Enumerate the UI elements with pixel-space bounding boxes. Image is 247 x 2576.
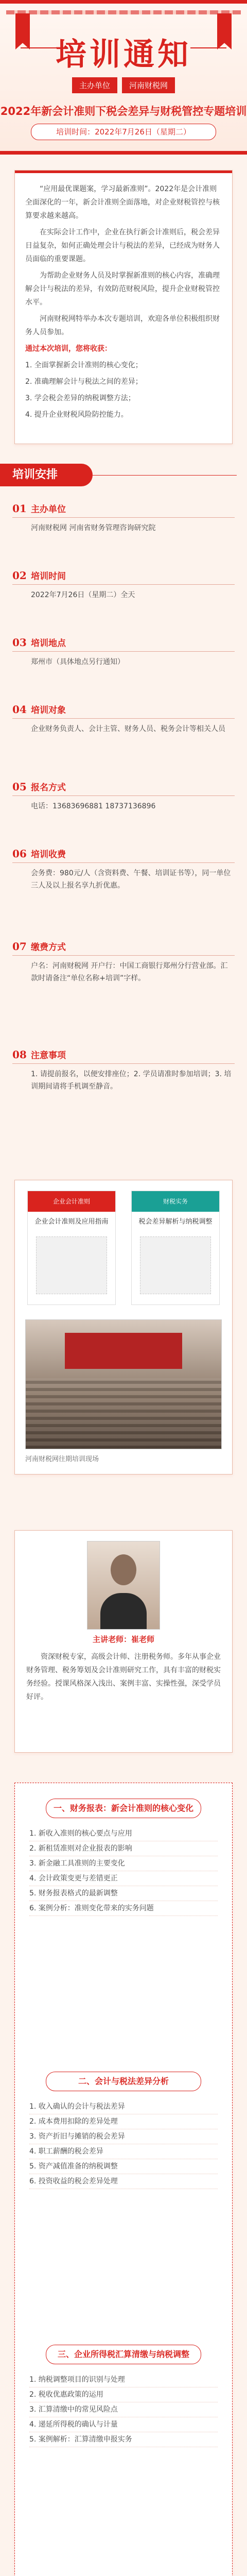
outline-item: 4. 职工薪酬的税会差异 — [29, 2144, 218, 2159]
materials-card — [14, 1180, 233, 1475]
item-number: 06 — [12, 848, 27, 860]
outline-item: 3. 新金融工具准则的主要变化 — [29, 1856, 218, 1871]
teacher-body — [100, 1593, 147, 1629]
outline-card — [14, 1783, 233, 2576]
item-title: 报名方式 — [31, 783, 66, 793]
arrangement-item — [12, 778, 235, 812]
section-divider — [93, 475, 237, 476]
page-title: 培训通知 — [56, 37, 191, 73]
book-band: 企业会计准则 — [28, 1191, 115, 1212]
top-stripe — [0, 0, 247, 4]
book-illustration — [36, 1236, 107, 1294]
arrangement-item — [12, 701, 235, 735]
item-body: 郑州市（具体地点另行通知） — [31, 658, 125, 666]
outline-item: 3. 资产折旧与摊销的税会差异 — [29, 2129, 218, 2144]
item-body: 河南财税网 河南省财务管理咨询研究院 — [31, 524, 156, 532]
item-title: 主办单位 — [31, 504, 66, 515]
outline-item: 4. 会计政策变更与差错更正 — [29, 1871, 218, 1886]
outline-item: 6. 案例分析：准则变化带来的实务问题 — [29, 1901, 218, 1916]
outline-list — [29, 2372, 218, 2447]
item-body: 1. 请提前报名，以便安排座位；2. 学员请准时参加培训；3. 培训期间请将手机调至静音。 — [31, 1070, 232, 1091]
outline-item: 5. 案例解析：汇算清缴申报实务 — [29, 2432, 218, 2447]
arrangement-item — [12, 845, 235, 892]
teacher-card — [14, 1530, 233, 1753]
arrangement-item — [12, 1046, 235, 1093]
outline-item: 1. 新收入准则的核心要点与应用 — [29, 1826, 218, 1841]
item-body: 2022年7月26日（星期二）全天 — [31, 591, 135, 599]
intro-list-item: 2. 准确理解会计与税法之间的差异； — [25, 378, 143, 386]
intro-paragraph: 河南财税网特举办本次专题培训，欢迎各单位积极组织财务人员参加。 — [25, 315, 220, 336]
outline-item: 1. 收入确认的会计与税法差异 — [29, 2099, 218, 2114]
item-title: 培训收费 — [31, 850, 66, 860]
item-title: 缴费方式 — [31, 942, 66, 953]
outline-item: 5. 财务报表格式的最新调整 — [29, 1886, 218, 1901]
item-body: 会务费：980元/人（含资料费、午餐、培训证书等），同一单位三人及以上报名享九折优惠。 — [31, 869, 231, 890]
book-title: 企业会计准则及应用指南 — [34, 1218, 109, 1226]
item-body: 电话：13683696881 18737136896 — [31, 802, 156, 810]
photo-caption: 河南财税网往期培训现场 — [25, 1455, 99, 1463]
header-tag: 主办单位 — [72, 77, 117, 93]
item-number: 08 — [12, 1048, 27, 1061]
outline-item: 2. 成本费用扣除的差异处理 — [29, 2114, 218, 2129]
item-body: 户名：河南财税网 开户行：中国工商银行郑州分行营业部。汇款时请备注“单位名称+培训”字样。 — [31, 962, 228, 982]
outline-part-title: 一、财务报表：新会计准则的核心变化 — [46, 1799, 201, 1818]
intro-text — [15, 173, 232, 434]
intro-list-item: 1. 全面掌握新会计准则的核心变化； — [25, 361, 143, 369]
intro-list-item: 3. 学会税会差异的纳税调整方法； — [25, 394, 135, 402]
book-illustration — [140, 1236, 211, 1294]
intro-paragraph: “应用最优课题案，学习最新准则”。2022年是会计准则全面深化的一年，新会计准则全面落地，对企业财税管控与核算要求越来越高。 — [25, 185, 220, 220]
book-band: 财税实务 — [132, 1191, 219, 1212]
arrangement-item — [12, 634, 235, 668]
photo-screen — [65, 1333, 182, 1369]
outline-item: 1. 纳税调整项目的识别与处理 — [29, 2372, 218, 2387]
item-body: 企业财务负责人、会计主管、财务人员、税务会计等相关人员 — [31, 725, 225, 733]
book-title: 税会差异解析与纳税调整 — [138, 1218, 213, 1226]
item-title: 培训对象 — [31, 705, 66, 716]
intro-list-title: 通过本次培训，您将收获： — [25, 345, 112, 353]
outline-part-title: 二、会计与税法差异分析 — [46, 2072, 201, 2091]
outline-part-title: 三、企业所得税汇算清缴与纳税调整 — [46, 2345, 201, 2364]
intro-list-item: 4. 提升企业财税风险防控能力。 — [25, 411, 128, 419]
teacher-photo — [87, 1541, 160, 1630]
item-title: 培训时间 — [31, 571, 66, 582]
item-number: 05 — [12, 781, 27, 793]
bottom-stripe — [0, 151, 247, 155]
header-tags — [0, 77, 247, 93]
item-number: 01 — [12, 502, 27, 515]
outline-item: 6. 投资收益的税会差异处理 — [29, 2174, 218, 2189]
book-cover — [27, 1191, 116, 1305]
training-time: 培训时间：2022年7月26日（星期二） — [31, 124, 216, 140]
outline-list — [29, 2099, 218, 2189]
teacher-bio: 资深财税专家，高级会计师、注册税务师。多年从事企业财务管理、税务筹划及会计准则研究工作，具有丰富的财税实务经验。授课风格深入浅出、案例丰富、实操性强，深受学员好评。 — [26, 1653, 221, 1701]
outline-list — [29, 1826, 218, 1916]
section-title: 培训安排 — [0, 464, 93, 486]
intro-paragraph: 在实际会计工作中，企业在执行新会计准则后，税会差异日益复杂，如何正确处理会计与税法的差异，已经成为财务人员面临的重要课题。 — [25, 228, 220, 263]
outline-item: 2. 新租赁准则对企业报表的影响 — [29, 1841, 218, 1856]
arrangement-item — [12, 938, 235, 985]
item-number: 07 — [12, 940, 27, 953]
arrangement-item — [12, 567, 235, 601]
item-number: 02 — [12, 569, 27, 582]
item-number: 04 — [12, 703, 27, 716]
ribbon-decoration — [6, 10, 241, 14]
outline-item: 4. 递延所得税的确认与计量 — [29, 2417, 218, 2432]
outline-item: 3. 汇算清缴中的常见风险点 — [29, 2402, 218, 2417]
outline-item: 2. 税收优惠政策的运用 — [29, 2387, 218, 2402]
training-title: 2022年新会计准则下税会差异与财税管控专题培训 — [0, 105, 247, 117]
header-banner — [0, 0, 247, 155]
photo-audience — [26, 1378, 221, 1449]
item-number: 03 — [12, 636, 27, 649]
teacher-head — [111, 1554, 136, 1585]
arrangement-item — [12, 500, 235, 534]
book-cover — [131, 1191, 220, 1305]
outline-item: 5. 资产减值准备的纳税调整 — [29, 2159, 218, 2174]
item-title: 注意事项 — [31, 1050, 66, 1061]
intro-paragraph: 为帮助企业财务人员及时掌握新准则的核心内容，准确理解会计与税法的差异，有效防范财税风险，提升企业财税管控水平。 — [25, 272, 220, 307]
header-tag: 河南财税网 — [122, 77, 175, 93]
item-title: 培训地点 — [31, 638, 66, 649]
training-photo — [25, 1319, 222, 1449]
teacher-name: 主讲老师：崔老师 — [92, 1635, 154, 1644]
intro-card — [14, 170, 233, 444]
